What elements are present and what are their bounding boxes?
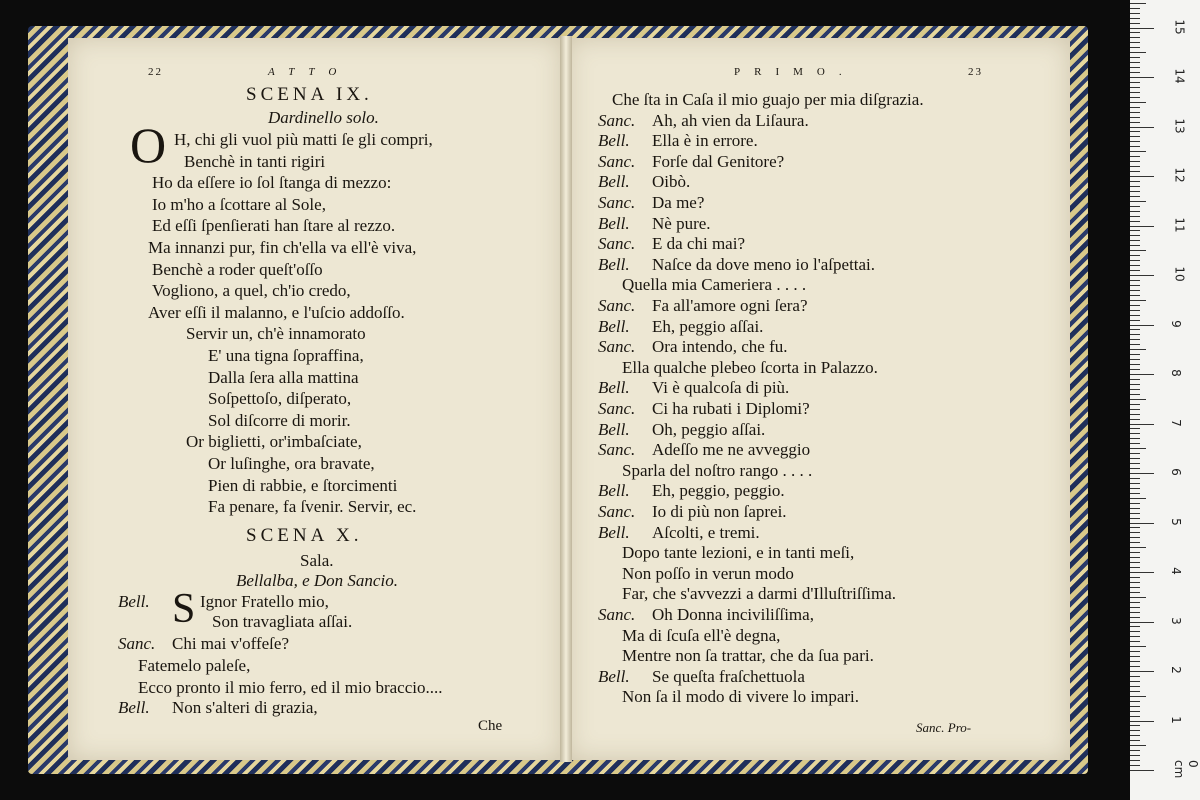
ruler-tick <box>1130 315 1140 316</box>
verse-line: Or biglietti, or'imbaſciate, <box>186 432 362 452</box>
ruler-tick <box>1130 156 1140 157</box>
ruler-tick <box>1130 3 1146 4</box>
ruler-tick <box>1130 745 1146 746</box>
ruler-tick <box>1130 57 1140 58</box>
speaker-label: Sanc. <box>598 337 636 357</box>
ruler-tick <box>1130 379 1140 380</box>
ruler-tick <box>1130 72 1140 73</box>
dialogue-line: Dopo tante lezioni, e in tanti meſi, <box>622 543 855 563</box>
ruler-tick <box>1130 230 1140 231</box>
scene-x-place: Sala. <box>300 551 334 570</box>
ruler-tick <box>1130 374 1154 375</box>
speaker-label: Bell. <box>118 592 150 611</box>
ruler-tick <box>1130 582 1140 583</box>
ruler-tick <box>1130 176 1154 177</box>
right-running-head: PRIMO. <box>734 66 856 78</box>
ruler-tick <box>1130 552 1140 553</box>
ruler-tick <box>1130 117 1140 118</box>
ruler-tick <box>1130 290 1140 291</box>
ruler-tick <box>1130 275 1154 276</box>
speaker-label: Bell. <box>598 172 630 192</box>
ruler-tick <box>1130 498 1146 499</box>
ruler-number: 4 <box>1168 567 1183 575</box>
dialogue-line: Eh, peggio aſſai. <box>652 316 764 336</box>
ruler-tick <box>1130 112 1140 113</box>
dialogue-line: Oh Donna inciviliſſima, <box>652 605 814 624</box>
ruler-tick <box>1130 701 1140 702</box>
verse-line: Soſpettoſo, diſperato, <box>208 389 352 409</box>
measurement-ruler <box>1130 0 1200 800</box>
ruler-tick <box>1130 711 1140 712</box>
ruler-tick <box>1130 424 1154 425</box>
left-running-head: ATTO <box>268 66 351 78</box>
ruler-tick <box>1130 344 1140 345</box>
verse-line: Io m'ho a ſcottare al Sole, <box>152 194 326 214</box>
ruler-tick <box>1130 300 1146 301</box>
ruler-tick <box>1130 656 1140 657</box>
dialogue-line: Ella qualche plebeo ſcorta in Palazzo. <box>622 357 878 377</box>
verse-line: Benchè in tanti rigiri <box>184 151 326 171</box>
dialogue-line: Io di più non ſaprei. <box>652 502 787 521</box>
speaker-label: Bell. <box>598 213 630 233</box>
dialogue-line: Da me? <box>652 193 705 212</box>
verse-line: Pien di rabbie, e ſtorcimenti <box>208 475 398 495</box>
dialogue-line: Non ſa il modo di vivere lo impari. <box>622 687 860 707</box>
ruler-number: 1 <box>1168 715 1183 724</box>
ruler-number: 14 <box>1172 68 1187 84</box>
ruler-tick <box>1130 37 1140 38</box>
ruler-number: 13 <box>1172 117 1187 134</box>
ruler-tick <box>1130 532 1140 533</box>
dialogue-line: Adeſſo me ne avveggio <box>652 440 811 460</box>
speaker-label: Bell. <box>598 254 630 274</box>
ruler-tick <box>1130 468 1140 469</box>
ruler-tick <box>1130 735 1140 736</box>
ruler-tick <box>1130 389 1140 390</box>
dialogue-line: Nè pure. <box>652 213 711 233</box>
ruler-tick <box>1130 750 1140 751</box>
ruler-tick <box>1130 270 1140 271</box>
ruler-tick <box>1130 77 1154 78</box>
verse-line: Servir un, ch'è innamorato <box>186 324 366 344</box>
speaker-label: Bell. <box>598 481 630 501</box>
ruler-tick <box>1130 478 1140 479</box>
ruler-tick <box>1130 131 1140 132</box>
ruler-tick <box>1130 97 1140 98</box>
speaker-label: Sanc. <box>598 440 636 460</box>
ruler-tick <box>1130 52 1146 53</box>
scene-ix-title: SCENA IX. <box>246 84 373 105</box>
ruler-tick <box>1130 557 1140 558</box>
ruler-tick <box>1130 255 1140 256</box>
drop-cap-s: S <box>172 586 196 632</box>
ruler-tick <box>1130 537 1140 538</box>
verse-line: Ma innanzi pur, fin ch'ella va ell'è viva, <box>148 238 417 257</box>
ruler-tick <box>1130 265 1140 266</box>
ruler-tick <box>1130 186 1140 187</box>
ruler-tick <box>1130 448 1146 449</box>
ruler-tick <box>1130 567 1140 568</box>
verse-line: H, chi gli vuol più matti ſe gli compri, <box>174 130 433 149</box>
ruler-tick <box>1130 240 1140 241</box>
dialogue-line: Sparla del noſtro rango . . . . <box>622 460 813 480</box>
ruler-tick <box>1130 23 1140 24</box>
ruler-tick <box>1130 716 1140 717</box>
ruler-number: 2 <box>1168 666 1183 674</box>
speaker-label: Bell. <box>598 522 630 542</box>
ruler-tick <box>1130 592 1140 593</box>
dialogue-line: Non s'alteri di grazia, <box>172 698 318 717</box>
dialogue-line: Ora intendo, che fu. <box>652 337 788 357</box>
ruler-tick <box>1130 161 1140 162</box>
ruler-tick <box>1130 87 1140 88</box>
speaker-label: Bell. <box>598 419 630 439</box>
ruler-tick <box>1130 765 1140 766</box>
ruler-tick <box>1130 577 1140 578</box>
dialogue-line: Ci ha rubati i Diplomi? <box>652 399 810 418</box>
ruler-tick <box>1130 320 1140 321</box>
speaker-label: Bell. <box>118 698 150 717</box>
verse-line: Sol diſcorre di morir. <box>208 410 351 430</box>
ruler-tick <box>1130 622 1154 623</box>
ruler-tick <box>1130 691 1140 692</box>
ruler-number: 12 <box>1172 167 1187 183</box>
ruler-tick <box>1130 433 1140 434</box>
book-gutter <box>560 36 572 762</box>
verse-line: Vogliono, a quel, ch'io credo, <box>152 281 351 301</box>
verse-line: Fa penare, fa ſvenir. Servir, ec. <box>208 497 417 517</box>
ruler-tick <box>1130 245 1140 246</box>
ruler-tick <box>1130 349 1146 350</box>
ruler-number: 5 <box>1168 517 1183 526</box>
ruler-number: 15 <box>1172 18 1187 35</box>
ruler-tick <box>1130 631 1140 632</box>
speaker-label: Sanc. <box>598 193 636 212</box>
ruler-tick <box>1130 488 1140 489</box>
ruler-tick <box>1130 384 1140 385</box>
ruler-tick <box>1130 696 1146 697</box>
verse-line: E' una tigna ſopraffina, <box>208 346 364 365</box>
ruler-number: 8 <box>1168 369 1183 377</box>
dialogue-line: Fatemelo paleſe, <box>138 656 251 675</box>
dialogue-line: Ella è in errore. <box>652 131 758 151</box>
ruler-tick <box>1130 127 1154 128</box>
dialogue-line: Eh, peggio, peggio. <box>652 481 785 501</box>
speaker-label: Sanc. <box>598 151 636 171</box>
speaker-label: Sanc. <box>598 605 636 624</box>
ruler-tick <box>1130 354 1140 355</box>
speaker-label: Sanc. <box>598 502 636 521</box>
dialogue-line: Quella mia Cameriera . . . . <box>622 275 807 295</box>
ruler-tick <box>1130 646 1146 647</box>
ruler-tick <box>1130 67 1140 68</box>
ruler-number: 10 <box>1172 266 1187 282</box>
speaker-label: Bell. <box>598 316 630 336</box>
ruler-tick <box>1130 181 1140 182</box>
ruler-tick <box>1130 310 1140 311</box>
ruler-tick <box>1130 518 1140 519</box>
dialogue-line: Oh, peggio aſſai. <box>652 419 766 439</box>
dialogue-line: Aſcolti, e tremi. <box>652 522 760 542</box>
dialogue-line: Chi mai v'offeſe? <box>172 634 289 653</box>
ruler-tick <box>1130 636 1140 637</box>
ruler-tick <box>1130 141 1140 142</box>
ruler-tick <box>1130 493 1140 494</box>
ruler-tick <box>1130 443 1140 444</box>
ruler-tick <box>1130 740 1140 741</box>
right-catchword: Sanc. Pro- <box>916 720 972 735</box>
ruler-tick <box>1130 369 1140 370</box>
ruler-tick <box>1130 547 1146 548</box>
left-page-number: 22 <box>148 66 163 78</box>
ruler-tick <box>1130 770 1154 771</box>
ruler-tick <box>1130 305 1140 306</box>
ruler-tick <box>1130 201 1146 202</box>
ruler-tick <box>1130 8 1140 9</box>
speaker-label: Bell. <box>598 666 630 686</box>
ruler-tick <box>1130 651 1140 652</box>
scene-x-characters: Bellalba, e Don Sancio. <box>236 571 398 590</box>
ruler-tick <box>1130 523 1154 524</box>
ruler-tick <box>1130 206 1140 207</box>
ruler-tick <box>1130 221 1140 222</box>
ruler-tick <box>1130 755 1140 756</box>
dialogue-line: Mentre non ſa trattar, che da ſua pari. <box>622 646 874 666</box>
right-page-number: 23 <box>968 66 983 78</box>
dialogue-line: Ma di ſcuſa ell'è degna, <box>622 625 781 645</box>
ruler-tick <box>1130 661 1140 662</box>
ruler-tick <box>1130 325 1154 326</box>
ruler-tick <box>1130 527 1140 528</box>
ruler-tick <box>1130 394 1140 395</box>
ruler-tick <box>1130 458 1140 459</box>
ruler-number: 11 <box>1172 216 1187 233</box>
ruler-tick <box>1130 285 1140 286</box>
ruler-tick <box>1130 32 1140 33</box>
dialogue-line: Ignor Fratello mio, <box>200 592 329 611</box>
drop-cap-o: O <box>130 117 167 173</box>
ruler-tick <box>1130 82 1140 83</box>
ruler-number: 3 <box>1168 616 1183 625</box>
scene-x-title: SCENA X. <box>246 525 363 546</box>
ruler-tick <box>1130 587 1140 588</box>
verse-line: Dalla ſera alla mattina <box>208 367 359 387</box>
scene-ix-subtitle: Dardinello solo. <box>268 108 379 127</box>
ruler-tick <box>1130 503 1140 504</box>
verse-line: Or luſinghe, ora bravate, <box>208 454 375 473</box>
ruler-tick <box>1130 235 1140 236</box>
ruler-tick <box>1130 151 1146 152</box>
dialogue-line: Son travagliata aſſai. <box>212 612 353 631</box>
dialogue-line: Oibò. <box>652 172 691 192</box>
dialogue-line: Ah, ah vien da Liſaura. <box>652 110 809 130</box>
ruler-tick <box>1130 671 1154 672</box>
ruler-tick <box>1130 676 1140 677</box>
ruler-tick <box>1130 146 1140 147</box>
ruler-tick <box>1130 216 1140 217</box>
left-catchword: Che <box>478 718 503 734</box>
ruler-tick <box>1130 617 1140 618</box>
verse-line: Ho da eſſere io ſol ſtanga di mezzo: <box>152 173 392 193</box>
ruler-tick <box>1130 102 1146 103</box>
ruler-tick <box>1130 473 1154 474</box>
ruler-tick <box>1130 329 1140 330</box>
speaker-label: Sanc. <box>118 634 156 653</box>
ruler-tick <box>1130 122 1140 123</box>
ruler-tick <box>1130 226 1154 227</box>
ruler-tick <box>1130 419 1140 420</box>
ruler-unit-label: 0 cm <box>1172 760 1200 779</box>
ruler-tick <box>1130 602 1140 603</box>
ruler-tick <box>1130 28 1154 29</box>
ruler-tick <box>1130 483 1140 484</box>
ruler-tick <box>1130 730 1140 731</box>
ruler-tick <box>1130 597 1146 598</box>
ruler-tick <box>1130 612 1140 613</box>
dialogue-line: Che ſta in Caſa il mio guajo per mia diſgrazia. <box>612 90 924 109</box>
ruler-tick <box>1130 706 1140 707</box>
ruler-tick <box>1130 250 1146 251</box>
ruler-tick <box>1130 626 1140 627</box>
ruler-tick <box>1130 334 1140 335</box>
speaker-label: Bell. <box>598 131 630 151</box>
dialogue-line: Ecco pronto il mio ferro, ed il mio braccio.... <box>138 678 443 697</box>
ruler-tick <box>1130 92 1140 93</box>
dialogue-line: Naſce da dove meno io l'aſpettai. <box>652 254 876 274</box>
ruler-tick <box>1130 513 1140 514</box>
speaker-label: Sanc. <box>598 399 636 418</box>
ruler-number: 6 <box>1168 468 1183 476</box>
ruler-tick <box>1130 359 1140 360</box>
ruler-tick <box>1130 562 1140 563</box>
ruler-tick <box>1130 414 1140 415</box>
ruler-tick <box>1130 572 1154 573</box>
ruler-tick <box>1130 211 1140 212</box>
verse-line: Aver eſſi il malanno, e l'uſcio addoſſo. <box>148 302 405 322</box>
ruler-tick <box>1130 542 1140 543</box>
speaker-label: Sanc. <box>598 234 636 254</box>
dialogue-line: Se queſta fraſchettuola <box>652 666 805 686</box>
speaker-label: Sanc. <box>598 296 636 315</box>
ruler-tick <box>1130 196 1140 197</box>
ruler-tick <box>1130 686 1140 687</box>
ruler-number: 7 <box>1168 418 1183 427</box>
ruler-tick <box>1130 607 1140 608</box>
ruler-tick <box>1130 364 1140 365</box>
ruler-tick <box>1130 428 1140 429</box>
ruler-tick <box>1130 399 1146 400</box>
dialogue-line: Forſe dal Genitore? <box>652 151 785 171</box>
ruler-tick <box>1130 295 1140 296</box>
ruler-tick <box>1130 508 1140 509</box>
ruler-number: 9 <box>1168 319 1183 328</box>
dialogue-line: Vi è qualcoſa di più. <box>652 378 790 398</box>
ruler-tick <box>1130 107 1140 108</box>
speaker-label: Bell. <box>598 378 630 398</box>
ruler-tick <box>1130 13 1140 14</box>
dialogue-line: Far, che s'avvezzi a darmi d'Illuſtriſſima. <box>622 584 897 604</box>
dialogue-line: Non poſſo in verun modo <box>622 563 794 583</box>
ruler-tick <box>1130 681 1140 682</box>
ruler-tick <box>1130 260 1140 261</box>
ruler-tick <box>1130 171 1140 172</box>
ruler-tick <box>1130 42 1140 43</box>
dialogue-line: E da chi mai? <box>652 234 745 254</box>
ruler-tick <box>1130 760 1140 761</box>
speaker-label: Sanc. <box>598 110 636 130</box>
verse-line: Benchè a roder queſt'oſſo <box>152 259 323 279</box>
ruler-tick <box>1130 438 1140 439</box>
verse-line: Ed eſſi ſpenſierati han ſtare al rezzo. <box>152 216 396 236</box>
ruler-tick <box>1130 166 1140 167</box>
ruler-tick <box>1130 136 1140 137</box>
ruler-tick <box>1130 62 1140 63</box>
dialogue-line: Fa all'amore ogni ſera? <box>652 296 808 315</box>
ruler-tick <box>1130 47 1140 48</box>
ruler-tick <box>1130 725 1140 726</box>
ruler-tick <box>1130 280 1140 281</box>
ruler-tick <box>1130 18 1140 19</box>
ruler-tick <box>1130 404 1140 405</box>
ruler-tick <box>1130 721 1154 722</box>
ruler-tick <box>1130 191 1140 192</box>
ruler-tick <box>1130 453 1140 454</box>
ruler-tick <box>1130 409 1140 410</box>
ruler-tick <box>1130 666 1140 667</box>
ruler-tick <box>1130 641 1140 642</box>
ruler-tick <box>1130 339 1140 340</box>
ruler-tick <box>1130 463 1140 464</box>
